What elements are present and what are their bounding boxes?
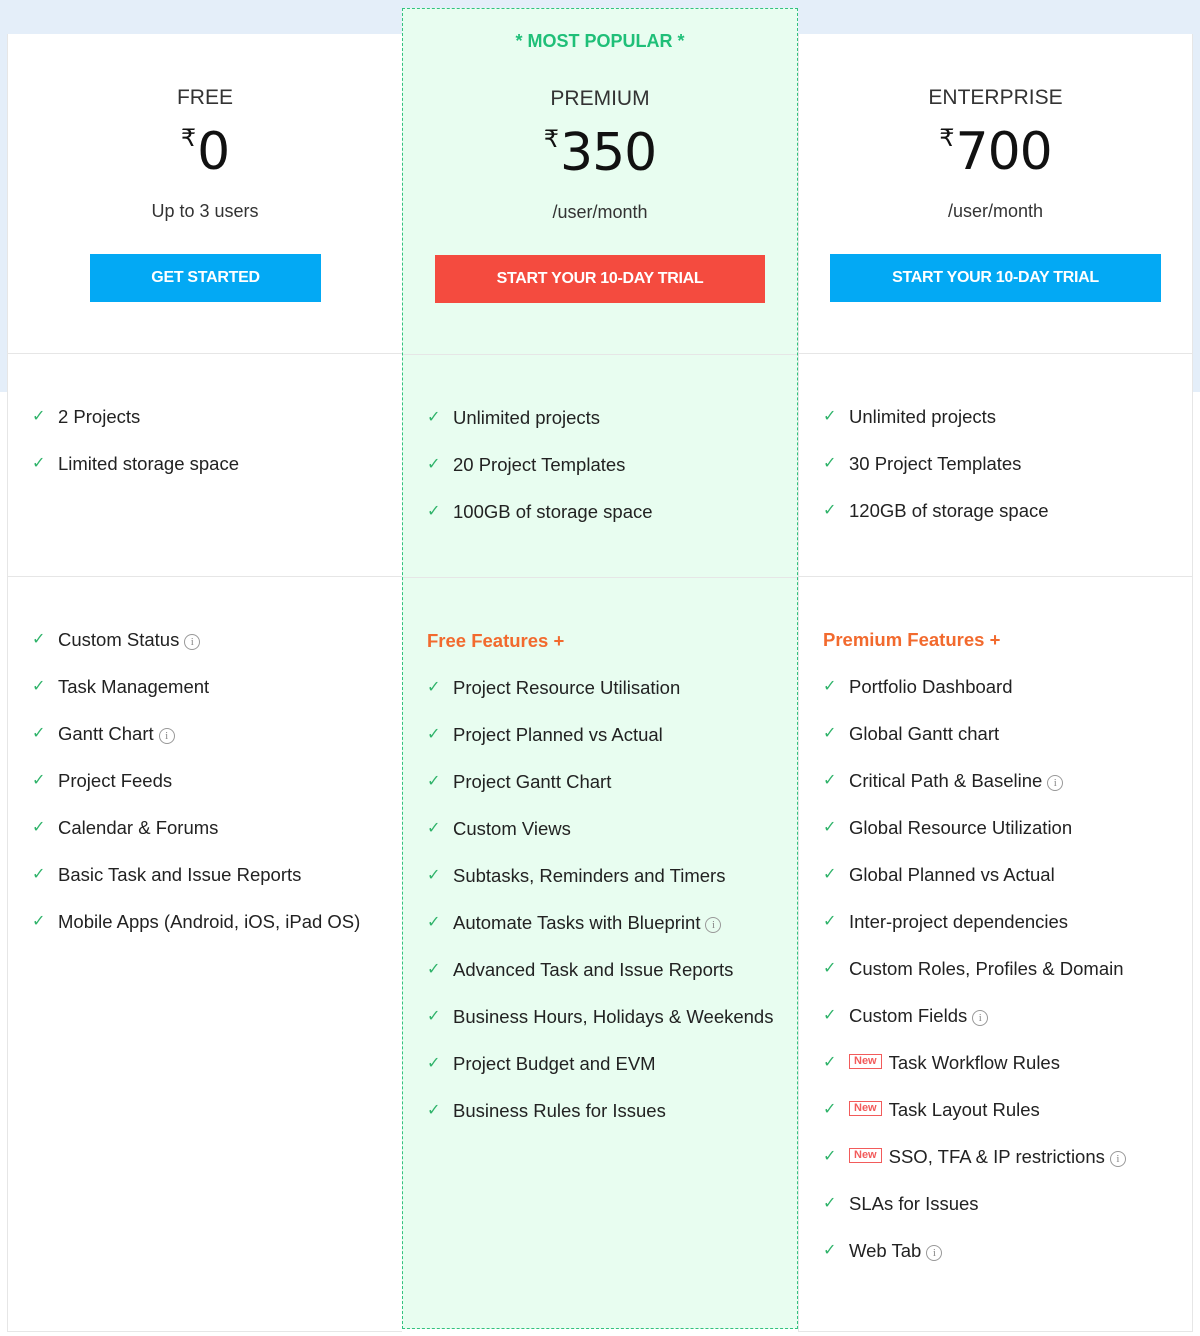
most-popular-badge: * MOST POPULAR * bbox=[515, 31, 685, 51]
check-icon: ✓ bbox=[823, 1242, 837, 1259]
check-icon: ✓ bbox=[32, 408, 46, 425]
check-icon: ✓ bbox=[32, 866, 46, 883]
check-icon: ✓ bbox=[427, 820, 441, 837]
feature-label: Global Planned vs Actual bbox=[849, 864, 1055, 885]
price-value: 700 bbox=[955, 122, 1052, 182]
plan-subtitle: Up to 3 users bbox=[151, 201, 259, 221]
feature-item bbox=[32, 403, 392, 431]
feature-label: Task Layout Rules bbox=[888, 1099, 1040, 1120]
info-icon[interactable]: i bbox=[705, 917, 721, 933]
feature-item bbox=[32, 626, 392, 654]
feature-item bbox=[427, 498, 787, 526]
feature-label: Custom Roles, Profiles & Domain bbox=[849, 958, 1124, 979]
basics-list bbox=[427, 404, 787, 545]
new-badge: New bbox=[849, 1054, 882, 1069]
plan-price bbox=[799, 122, 1192, 182]
check-icon: ✓ bbox=[427, 726, 441, 743]
feature-label: 20 Project Templates bbox=[453, 454, 626, 475]
plan-subtitle: /user/month bbox=[552, 202, 648, 222]
feature-label: Mobile Apps (Android, iOS, iPad OS) bbox=[58, 911, 361, 932]
feature-label: Portfolio Dashboard bbox=[849, 676, 1013, 697]
feature-item bbox=[823, 720, 1182, 748]
feature-label: Project Feeds bbox=[58, 770, 173, 791]
currency-symbol: ₹ bbox=[543, 125, 558, 153]
feature-label: Web Tab bbox=[849, 1240, 922, 1261]
divider bbox=[403, 354, 797, 355]
price-value: 350 bbox=[560, 123, 657, 183]
feature-item bbox=[823, 1143, 1182, 1171]
feature-item bbox=[32, 814, 392, 842]
feature-label: Gantt Chart bbox=[58, 723, 154, 744]
feature-item bbox=[823, 1049, 1182, 1077]
divider bbox=[8, 353, 402, 354]
basics-list bbox=[32, 403, 392, 497]
feature-label: Limited storage space bbox=[58, 453, 239, 474]
feature-item bbox=[823, 1096, 1182, 1124]
check-icon: ✓ bbox=[823, 772, 837, 789]
currency-symbol: ₹ bbox=[939, 124, 954, 152]
check-icon: ✓ bbox=[32, 725, 46, 742]
feature-item bbox=[32, 720, 392, 748]
plan-name: FREE bbox=[176, 86, 233, 109]
feature-label: Calendar & Forums bbox=[58, 817, 219, 838]
feature-item bbox=[427, 815, 787, 843]
check-icon: ✓ bbox=[32, 678, 46, 695]
new-badge: New bbox=[849, 1101, 882, 1116]
check-icon: ✓ bbox=[427, 409, 441, 426]
section-heading: Free Features + bbox=[427, 630, 565, 651]
check-icon: ✓ bbox=[427, 1055, 441, 1072]
get-started-button[interactable]: GET STARTED bbox=[90, 254, 321, 302]
check-icon: ✓ bbox=[427, 961, 441, 978]
info-icon[interactable]: i bbox=[184, 634, 200, 650]
feature-label: Custom Status bbox=[58, 629, 180, 650]
check-icon: ✓ bbox=[823, 1195, 837, 1212]
basics-list bbox=[823, 403, 1182, 544]
divider bbox=[8, 576, 402, 577]
price-value: 0 bbox=[197, 122, 230, 182]
feature-label: 30 Project Templates bbox=[849, 453, 1022, 474]
feature-item bbox=[32, 767, 392, 795]
feature-item bbox=[427, 404, 787, 432]
feature-item bbox=[32, 861, 392, 889]
feature-item bbox=[32, 673, 392, 701]
check-icon: ✓ bbox=[823, 913, 837, 930]
plan-column-enterprise bbox=[798, 34, 1193, 1332]
feature-item bbox=[823, 814, 1182, 842]
feature-item bbox=[823, 673, 1182, 701]
check-icon: ✓ bbox=[427, 456, 441, 473]
check-icon: ✓ bbox=[823, 725, 837, 742]
plan-price bbox=[8, 122, 402, 182]
feature-label: Business Hours, Holidays & Weekends bbox=[453, 1006, 774, 1027]
feature-item bbox=[427, 956, 787, 984]
check-icon: ✓ bbox=[32, 772, 46, 789]
feature-label: Project Budget and EVM bbox=[453, 1053, 656, 1074]
feature-label: Basic Task and Issue Reports bbox=[58, 864, 302, 885]
check-icon: ✓ bbox=[427, 503, 441, 520]
feature-item bbox=[427, 1003, 787, 1031]
divider bbox=[403, 577, 797, 578]
feature-item bbox=[32, 450, 392, 478]
feature-item bbox=[427, 721, 787, 749]
check-icon: ✓ bbox=[823, 866, 837, 883]
feature-item bbox=[823, 497, 1182, 525]
feature-item bbox=[32, 908, 392, 936]
feature-label: Inter-project dependencies bbox=[849, 911, 1069, 932]
info-icon[interactable]: i bbox=[972, 1010, 988, 1026]
check-icon: ✓ bbox=[427, 1102, 441, 1119]
feature-item bbox=[823, 955, 1182, 983]
feature-label: Task Workflow Rules bbox=[888, 1052, 1060, 1073]
check-icon: ✓ bbox=[427, 914, 441, 931]
plan-column-premium bbox=[402, 8, 798, 1329]
feature-label: Custom Views bbox=[453, 818, 571, 839]
start-trial-button[interactable]: START YOUR 10-DAY TRIAL bbox=[830, 254, 1161, 302]
feature-label: Global Resource Utilization bbox=[849, 817, 1073, 838]
check-icon: ✓ bbox=[427, 679, 441, 696]
feature-label: 120GB of storage space bbox=[849, 500, 1049, 521]
feature-item bbox=[823, 403, 1182, 431]
feature-item bbox=[427, 674, 787, 702]
check-icon: ✓ bbox=[823, 819, 837, 836]
feature-label: SSO, TFA & IP restrictions bbox=[888, 1146, 1105, 1167]
feature-item bbox=[823, 908, 1182, 936]
feature-label: Critical Path & Baseline bbox=[849, 770, 1043, 791]
check-icon: ✓ bbox=[823, 1054, 837, 1071]
check-icon: ✓ bbox=[32, 819, 46, 836]
new-badge: New bbox=[849, 1148, 882, 1163]
feature-label: Custom Fields bbox=[849, 1005, 968, 1026]
feature-item bbox=[427, 768, 787, 796]
feature-item bbox=[427, 451, 787, 479]
feature-item bbox=[823, 861, 1182, 889]
feature-label: Automate Tasks with Blueprint bbox=[453, 912, 701, 933]
plan-column-free bbox=[7, 34, 402, 1332]
plan-name: PREMIUM bbox=[550, 87, 650, 110]
feature-label: Advanced Task and Issue Reports bbox=[453, 959, 734, 980]
check-icon: ✓ bbox=[427, 1008, 441, 1025]
feature-item bbox=[427, 909, 787, 937]
info-icon[interactable]: i bbox=[1110, 1151, 1126, 1167]
info-icon[interactable]: i bbox=[926, 1245, 942, 1261]
divider bbox=[799, 576, 1192, 577]
check-icon: ✓ bbox=[823, 408, 837, 425]
feature-item bbox=[823, 1237, 1182, 1265]
check-icon: ✓ bbox=[823, 960, 837, 977]
features-list bbox=[427, 627, 787, 1144]
feature-label: Unlimited projects bbox=[453, 407, 601, 428]
currency-symbol: ₹ bbox=[180, 124, 196, 152]
check-icon: ✓ bbox=[32, 913, 46, 930]
info-icon[interactable]: i bbox=[1047, 775, 1063, 791]
section-heading: Premium Features + bbox=[823, 629, 1001, 650]
feature-label: 2 Projects bbox=[58, 406, 141, 427]
divider bbox=[799, 353, 1192, 354]
check-icon: ✓ bbox=[823, 1101, 837, 1118]
plan-subtitle: /user/month bbox=[947, 201, 1044, 221]
feature-label: 100GB of storage space bbox=[453, 501, 653, 522]
feature-label: Project Planned vs Actual bbox=[453, 724, 663, 745]
plan-name: ENTERPRISE bbox=[928, 86, 1063, 109]
feature-item bbox=[823, 450, 1182, 478]
features-list bbox=[823, 626, 1182, 1284]
check-icon: ✓ bbox=[823, 502, 837, 519]
check-icon: ✓ bbox=[427, 773, 441, 790]
feature-label: Subtasks, Reminders and Timers bbox=[453, 865, 726, 886]
check-icon: ✓ bbox=[427, 867, 441, 884]
feature-item bbox=[823, 767, 1182, 795]
feature-label: SLAs for Issues bbox=[849, 1193, 979, 1214]
feature-item bbox=[427, 1097, 787, 1125]
feature-label: Project Resource Utilisation bbox=[453, 677, 681, 698]
check-icon: ✓ bbox=[823, 1148, 837, 1165]
feature-item bbox=[823, 1002, 1182, 1030]
start-trial-button[interactable]: START YOUR 10-DAY TRIAL bbox=[435, 255, 765, 303]
check-icon: ✓ bbox=[823, 678, 837, 695]
features-list bbox=[32, 626, 392, 955]
plan-price bbox=[403, 123, 797, 183]
feature-label: Project Gantt Chart bbox=[453, 771, 612, 792]
feature-label: Business Rules for Issues bbox=[453, 1100, 666, 1121]
feature-item bbox=[427, 1050, 787, 1078]
check-icon: ✓ bbox=[823, 455, 837, 472]
info-icon[interactable]: i bbox=[159, 728, 175, 744]
feature-item bbox=[823, 1190, 1182, 1218]
feature-label: Task Management bbox=[58, 676, 210, 697]
feature-item bbox=[427, 862, 787, 890]
check-icon: ✓ bbox=[823, 1007, 837, 1024]
check-icon: ✓ bbox=[32, 455, 46, 472]
feature-label: Global Gantt chart bbox=[849, 723, 1000, 744]
check-icon: ✓ bbox=[32, 631, 46, 648]
feature-label: Unlimited projects bbox=[849, 406, 997, 427]
